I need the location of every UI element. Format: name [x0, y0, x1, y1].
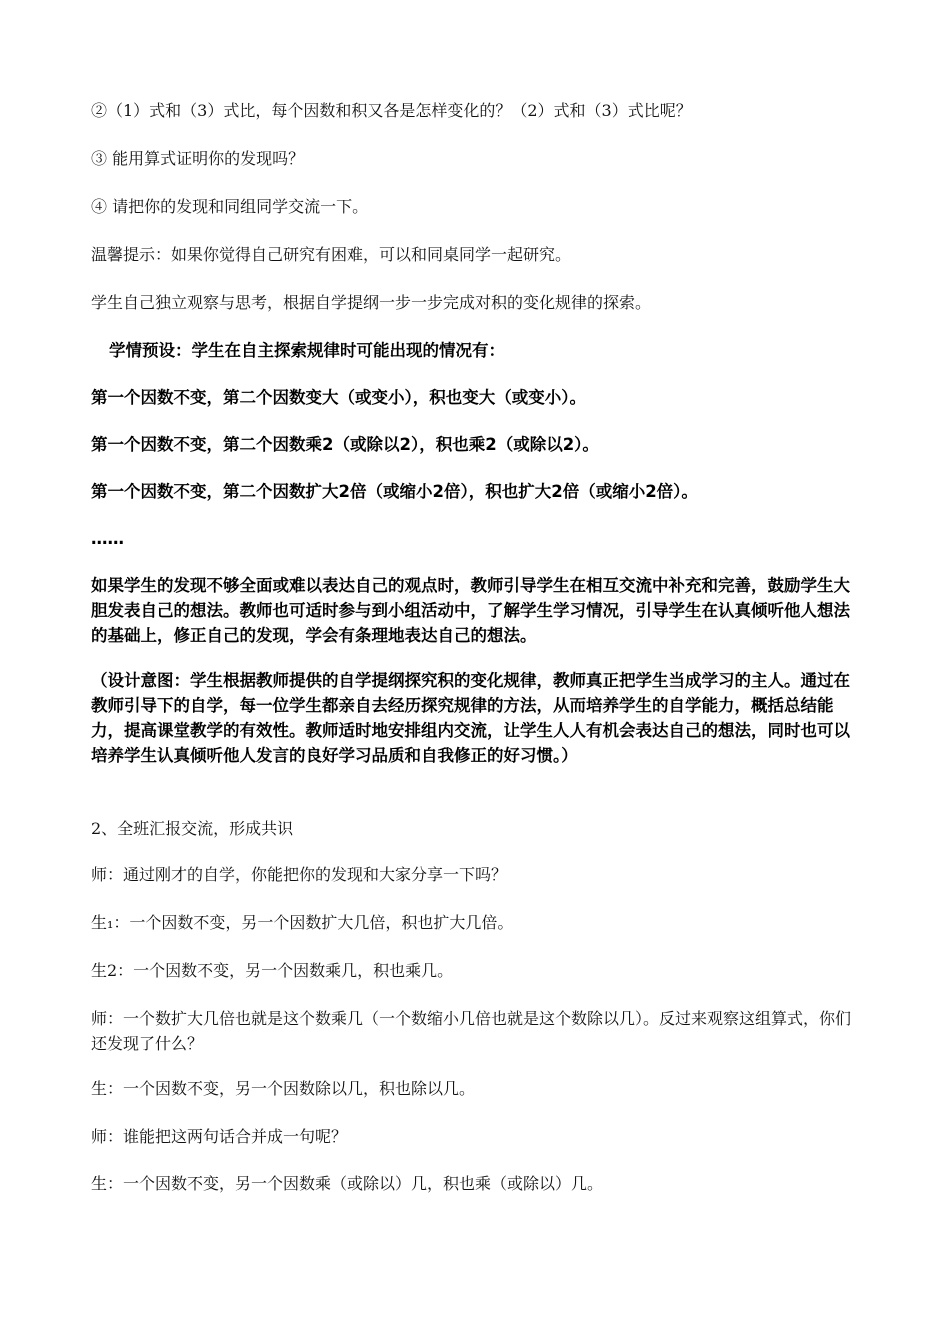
paragraph-preset-case-2: 第一个因数不变，第二个因数乘2（或除以2），积也乘2（或除以2）。 [91, 435, 599, 454]
paragraph-tip: 温馨提示：如果你觉得自己研究有困难，可以和同桌同学一起研究。 [91, 245, 572, 264]
dialogue-student-2: 生2：一个因数不变，另一个因数乘几，积也乘几。 [91, 961, 454, 980]
paragraph-student-study: 学生自己独立观察与思考，根据自学提纲一步一步完成对积的变化规律的探索。 [91, 293, 652, 312]
paragraph-teacher-guidance: 如果学生的发现不够全面或难以表达自己的观点时，教师引导学生在相互交流中补充和完善，鼓励学生大胆发表自己的想法。教师也可适时参与到小组活动中，了解学生学习情况，引导学生在认真倾听他人想法的基础上，修正自己的发现，学会有条理地表达自己的想法。 [91, 576, 850, 645]
dialogue-teacher-3: 师：谁能把这两句话合并成一句呢？ [91, 1127, 348, 1146]
paragraph-question-3: ③ 能用算式证明你的发现吗？ [91, 149, 305, 168]
paragraph-design-intent: （设计意图：学生根据教师提供的自学提纲探究积的变化规律，教师真正把学生当成学习的主人。通过在教师引导下的自学，每一位学生都亲自去经历探究规律的方法，从而培养学生的自学能力，概括总结能力，提高课堂教学的有效性。教师适时地安排组内交流，让学生人人有机会表达自己的想法，同时也可以培养学生认真倾听他人发言的良好学习品质和自我修正的好习惯。） [91, 671, 850, 765]
paragraph-ellipsis: …… [91, 529, 124, 548]
dialogue-student-4: 生：一个因数不变，另一个因数乘（或除以）几，积也乘（或除以）几。 [91, 1174, 604, 1193]
paragraph-preset-case-3: 第一个因数不变，第二个因数扩大2倍（或缩小2倍），积也扩大2倍（或缩小2倍）。 [91, 482, 698, 501]
dialogue-student-1: 生₁：一个因数不变，另一个因数扩大几倍，积也扩大几倍。 [91, 913, 514, 932]
paragraph-preset-heading: 学情预设：学生在自主探索规律时可能出现的情况有： [109, 341, 505, 360]
dialogue-teacher-1: 师：通过刚才的自学，你能把你的发现和大家分享一下吗？ [91, 865, 508, 884]
section-heading-class-report: 2、全班汇报交流，形成共识 [91, 819, 294, 838]
paragraph-question-4: ④ 请把你的发现和同组同学交流一下。 [91, 197, 369, 216]
paragraph-preset-case-1: 第一个因数不变，第二个因数变大（或变小），积也变大（或变小）。 [91, 388, 586, 407]
dialogue-teacher-2: 师：一个数扩大几倍也就是这个数乘几（一个数缩小几倍也就是这个数除以几）。反过来观察这组算式，你们还发现了什么？ [91, 1009, 852, 1053]
dialogue-student-3: 生：一个因数不变，另一个因数除以几，积也除以几。 [91, 1079, 476, 1098]
paragraph-question-2: ②（1）式和（3）式比，每个因数和积又各是怎样变化的？（2）式和（3）式比呢？ [91, 101, 692, 120]
